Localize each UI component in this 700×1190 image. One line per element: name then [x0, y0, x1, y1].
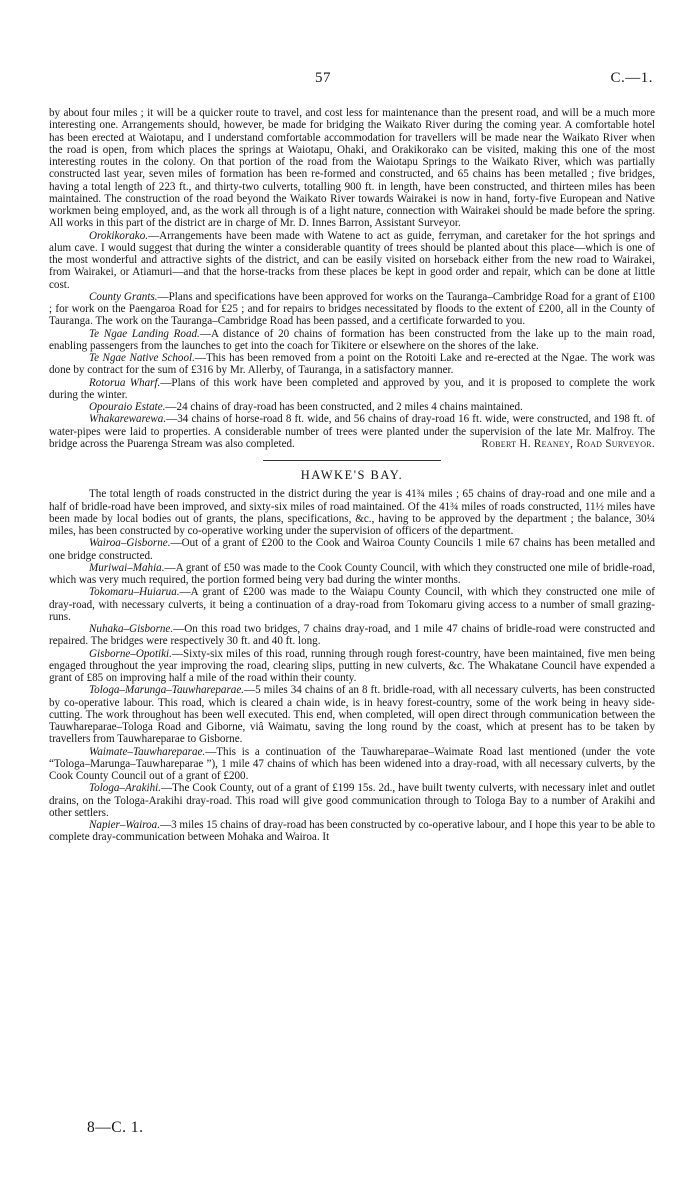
item-gisborne-opotiki — [49, 648, 655, 685]
item-tologa-marunga-tauwhareparae — [49, 684, 655, 745]
item-text: —On this road two bridges, 7 chains dray-road, and 1 mile 47 chains of bridle-road were constructed and repaired. The bridges were respectively 30 ft. and 40 ft. long. — [49, 623, 655, 648]
item-text: —Plans of this work have been completed and approved by you, and it is proposed to complete the work during the winter. — [49, 376, 655, 401]
item-text: —This is a continuation of the Tauwhareparae–Waimate Road last mentioned (under the vote “Tologa–Marunga–Tauwhareparae ”), 1 mile 47 chains of which has been widened into a dray-road, with all necessary culverts, by the Cook County Council out of a grant of £200. — [49, 745, 655, 782]
item-heading: Waimate–Tauwhareparae. — [89, 745, 206, 758]
item-heading: Tologa–Marunga–Tauwhareparae. — [89, 684, 245, 697]
item-text: —A distance of 20 chains of formation has been constructed from the lake up to the main road, enabling passengers from the launches to get into the coach for Tikitere or elsewhere on the shores of the lake. — [49, 327, 655, 352]
item-waimate-tauwhareparae — [49, 746, 655, 783]
page-header — [0, 72, 700, 94]
item-text: —A grant of £200 was made to the Waiapu County Council, with which they constructed one mile of dray-road, with necessary culverts, it being a continuation of a dray-road from Tokomaru giving access to a number of small grazing-runs. — [49, 586, 655, 623]
item-napier-wairoa — [49, 819, 655, 844]
item-rotorua-wharf — [49, 377, 655, 402]
item-whakarewarewa — [49, 413, 655, 450]
item-text: —This has been removed from a point on the Rotoiti Lake and re-erected at the Ngae. The work was done by contract for the sum of £316 by Mr. Allerby, of Tauranga, in a satisfactory manner. — [49, 352, 655, 377]
item-text: —24 chains of dray-road has been constructed, and 2 miles 4 chains maintained. — [165, 401, 523, 413]
item-text: —Out of a grant of £200 to the Cook and Wairoa County Councils 1 mile 67 chains has been metalled and one bridge constructed. — [49, 537, 655, 562]
item-tologa-arakihi — [49, 782, 655, 819]
item-text: —3 miles 15 chains of dray-road has been constructed by co-operative labour, and I hope this year to be able to complete dray-communication between Mohaka and Wairoa. It — [49, 819, 655, 844]
page-number: 57 — [315, 70, 331, 86]
item-heading: Wairoa–Gisborne. — [89, 537, 171, 550]
surveyor-signature: Robert H. Reaney, Road Surveyor. — [481, 437, 655, 450]
item-text: —The Cook County, out of a grant of £199 15s. 2d., have built twenty culverts, with necessary inlet and outlet drains, on the Tologa-Arakihi dray-road. This road will give good communication through to Tologa Bay to a number of Arakihi and other settlers. — [49, 782, 655, 819]
item-heading: County Grants. — [89, 290, 158, 303]
paragraph-continued: by about four miles ; it will be a quicker route to travel, and cost less for maintenance than the present road, and will be a much more interesting one. Arrangements should, however, be made for bridging the Waikato River during the coming year. A comfortable hotel has been erected at Waiotapu, and I understand comfortable accommodation for travellers will be made near the Waikato River when the road is open, from which places the springs at Waiotapu, Ohaki, and Orakikorako can be visited, making this one of the most interesting routes in the colony. On that portion of the road from the Waiotapu Springs to the Waikato River, which was partially constructed last year, seven miles of formation has been re-formed and constructed, and 65 chains has been metalled ; five bridges, having a total length of 223 ft., and thirty-two culverts, totalling 900 ft. in length, have been constructed, and thirteen miles has been maintained. The construction of the road beyond the Waikato River towards Wairakei is now in hand, forty-five European and Native workmen being employed, and, as the work all through is of a light nature, connection with Wairakei should be made before the spring. All works in this part of the district are in charge of Mr. D. Innes Barron, Assistant Surveyor. — [49, 107, 655, 230]
body-text — [49, 107, 655, 844]
item-te-ngae-landing-road — [49, 328, 655, 353]
page-reference: C.—1. — [610, 70, 653, 86]
hawkes-bay-intro: The total length of roads constructed in the district during the year is 41¾ miles ; 65 chains of dray-road and one mile and a half of bridle-road have been improved, and sixty-six miles of road maintained. Of the 41¾ miles of roads constructed, 11½ miles have been made by local bodies out of grants, the plans, specifications, &c., having to be approved by the department ; the balance, 30¼ miles, has been constructed by co-operative working under the supervision of officers of the department. — [49, 488, 655, 537]
item-heading: Rotorua Wharf. — [89, 376, 161, 389]
item-heading: Orokikorako. — [89, 229, 149, 242]
item-text: —A grant of £50 was made to the Cook County Council, with which they constructed one mile of bridle-road, which was very much required, the portion formed being very bad during the winter months. — [49, 561, 655, 586]
item-heading: Nuhaka–Gisborne. — [89, 623, 174, 635]
item-nuhaka-gisborne — [49, 623, 655, 648]
item-orokikorako — [49, 230, 655, 291]
item-heading: Napier–Wairoa. — [89, 819, 160, 831]
item-heading: Opouraio Estate. — [89, 401, 166, 413]
item-text: —Plans and specifications have been approved for works on the Tauranga–Cambridge Road for a grant of £100 ; for work on the Paengaroa Road for £25 ; and for repairs to bridges necessitated by floods to the extent of £200, all in the County of Tauranga. The work on the Tauranga–Cambridge Road has been passed, and a certificate forwarded to you. — [49, 290, 655, 328]
item-heading: Te Ngae Native School. — [89, 352, 195, 364]
item-text: —Sixty-six miles of this road, running through rough forest-country, have been maintained, five men being engaged throughout the year improving the road, clearing slips, putting in new culverts, &c. The Whakatane Council have expended a grant of £85 on improving half a mile of the road within their county. — [49, 647, 655, 684]
item-heading: Gisborne–Opotiki. — [89, 647, 172, 660]
item-heading: Whakarewarewa. — [89, 413, 167, 426]
section-title: HAWKE'S BAY. — [300, 468, 404, 482]
item-heading: Tologa–Arakihi. — [89, 782, 162, 795]
item-text: —Arrangements have been made with Watene to act as guide, ferryman, and caretaker for the hot springs and alum cave. I would suggest that during the winter a considerable quantity of trees should be planted about this place—which is one of the most wonderful and attractive sights of the district, and can be easily visited on horseback either from the new road to Wairakei, from Wairakei, or Atiamuri—and that the horse-tracks from these places be kept in good order and repair, which can be done at little cost. — [49, 229, 655, 291]
item-heading: Muriwai–Mahia. — [89, 561, 165, 574]
item-text: —5 miles 34 chains of an 8 ft. bridle-road, with all necessary culverts, has been constructed by co-operative labour. This road, which is cleared a chain wide, is in heavy forest-country, some of the work being in heavy side-cutting. The work throughout has been well executed. This end, when completed, will open direct through communication between the Tauwhareparae–Tologa Road and Giborne, viâ Waimatu, saving the long round by the coast, which at present has to be taken by travellers from Tauwhareparae to Gisborne. — [49, 684, 655, 746]
signature-mark: 8—C. 1. — [87, 1119, 144, 1136]
item-muriwai-mahia — [49, 562, 655, 587]
item-text: —34 chains of horse-road 8 ft. wide, and 56 chains of dray-road 16 ft. wide, were constructed, and 198 ft. of water-pipes were laid to properties. A considerable number of trees were planted under the supervision of the late Mr. Malfroy. The bridge across the Puarenga Stream was also completed. — [49, 413, 655, 450]
item-wairoa-gisborne — [49, 537, 655, 562]
section-divider — [263, 460, 441, 461]
item-te-ngae-native-school — [49, 352, 655, 377]
item-heading: Te Ngae Landing Road. — [89, 327, 200, 340]
item-opouraio-estate — [49, 401, 655, 413]
item-heading: Tokomaru–Huiarua. — [89, 586, 180, 599]
item-county-grants — [49, 291, 655, 328]
item-tokomaru-huiarua — [49, 586, 655, 623]
